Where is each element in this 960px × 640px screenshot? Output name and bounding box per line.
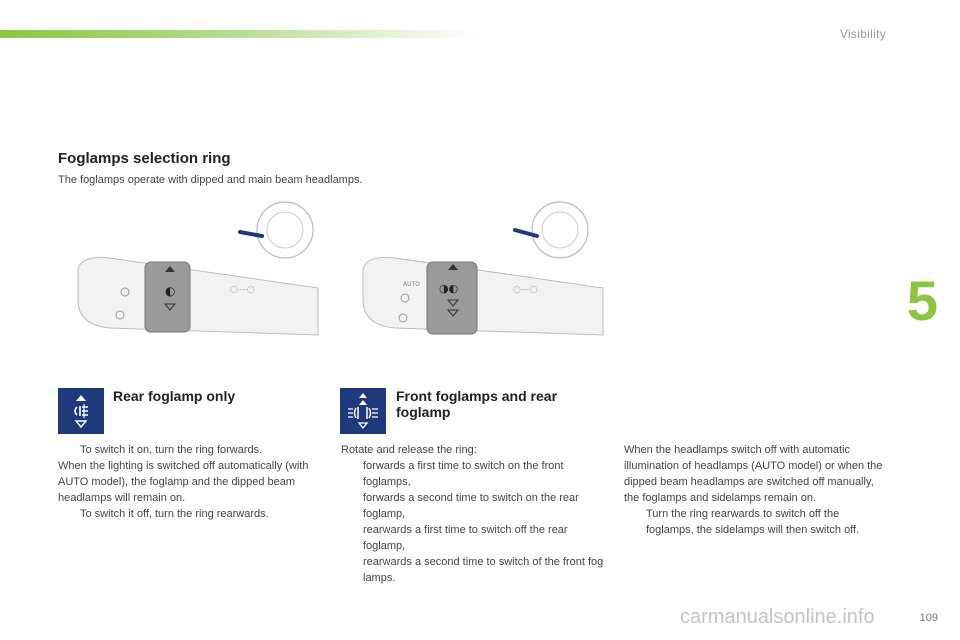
auto-note-bullet: Turn the ring rearwards to switch off the foglamps, the sidelamps will then switch off. [646,508,860,536]
front-bullet-1: forwards a first time to switch on the front foglamps, [363,460,564,488]
stalk-illustration-rear [70,200,320,350]
front-rear-foglamp-icon [344,392,382,430]
watermark: carmanualsonline.info [680,606,875,628]
front-rear-text [341,442,606,586]
svg-text:○—○: ○—○ [513,285,538,295]
front-bullet-3: rearwards a first time to switch off the rear foglamp, [363,524,568,552]
auto-label: AUTO [403,281,420,288]
page-title: Foglamps selection ring [58,150,231,167]
rear-foglamp-badge [58,388,104,434]
stalk-illustration-front-rear [355,200,605,350]
rear-bullet-on: To switch it on, turn the ring forwards. [80,444,263,456]
svg-text:○—○: ○—○ [230,285,255,295]
front-rear-foglamp-heading: Front foglamps and rear foglamp [396,388,558,420]
rear-bullet-off: To switch it off, turn the ring rearwards. [80,508,269,520]
auto-note-text: When the headlamps switch off with automatic illumination of headlamps (AUTO model) or when the dipped beam headlamps are switched off manually, the foglamps and sidelamps remain on. [624,444,883,504]
svg-text:◐: ◐ [165,284,176,298]
rear-foglamp-heading: Rear foglamp only [113,388,236,404]
svg-text:◑◐: ◑◐ [439,282,459,295]
front-bullet-4: rearwards a second time to switch of the front fog lamps. [363,556,604,584]
front-bullet-2: forwards a second time to switch on the rear foglamp, [363,492,579,520]
intro-text: The foglamps operate with dipped and main beam headlamps. [58,174,363,186]
stalk-drawing-front-rear [355,200,605,350]
rear-foglamp-icon [66,393,96,429]
header-accent-bar [0,30,480,38]
page-number: 109 [919,612,938,624]
rear-auto-note: When the lighting is switched off automatically (with AUTO model), the foglamp and the dipped beam headlamps will remain on. [58,460,309,504]
front-intro: Rotate and release the ring: [341,444,477,456]
chapter-number: 5 [906,269,938,332]
stalk-drawing-rear [70,200,320,350]
auto-note-column [624,442,889,538]
rear-foglamp-text [58,442,323,522]
section-title: Visibility [839,27,886,41]
front-rear-foglamp-badge [340,388,386,434]
